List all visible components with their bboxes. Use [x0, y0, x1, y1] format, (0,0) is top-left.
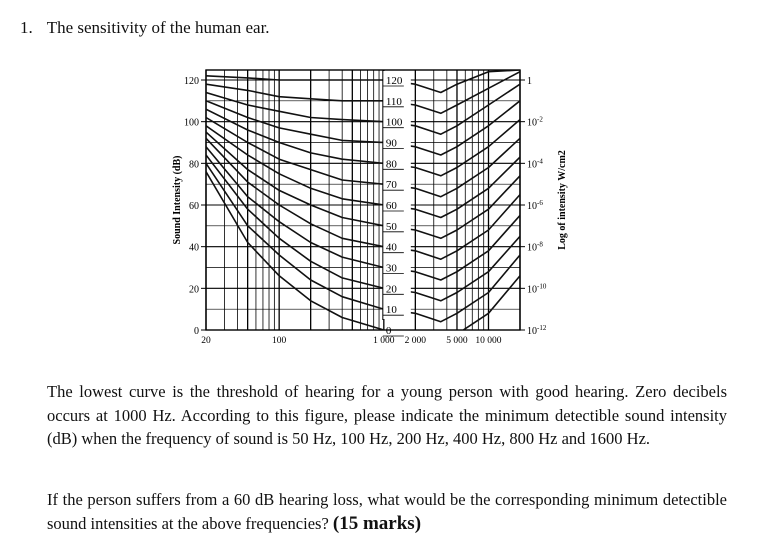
y-tick-label: 0: [194, 326, 199, 337]
curve-label-column: [383, 71, 411, 319]
paragraph-instructions: The lowest curve is the threshold of hearing for a young person with good hearing. Zero decibels occurs at 1000 Hz. According to this figure, please indicate the minimum detectible sound intensity (dB) when the frequency of sound is 50 Hz, 100 Hz, 200 Hz, 400 Hz, 800 Hz and 1600 Hz.: [47, 382, 727, 448]
curve-0-phon: [206, 172, 520, 339]
curve-label: 10: [385, 304, 397, 317]
y-right-tick-label: $10^{-12}$: [527, 324, 547, 337]
curve-label: 100: [385, 116, 403, 129]
x-tick-label: 20: [201, 336, 211, 346]
chart-curve-labels: [383, 70, 411, 337]
curve-60-phon: [206, 126, 520, 218]
curve-label: 0: [385, 325, 392, 337]
y-tick-label: 80: [189, 159, 199, 171]
curve-120-phon: [206, 70, 520, 93]
y-tick-label: 120: [184, 76, 199, 87]
y-right-tick-label: $10^{-8}$: [527, 240, 543, 254]
curve-label: 40: [385, 241, 397, 254]
y-tick-label: 20: [189, 284, 199, 296]
curve-label: 110: [385, 95, 402, 108]
y-right-tick-label: 1: [527, 76, 532, 87]
x-tick-label: 1 000: [373, 336, 395, 346]
x-tick-label: 5 000: [446, 336, 468, 346]
y-tick-label: 60: [189, 201, 199, 212]
curve-label: 90: [385, 137, 397, 150]
curve-90-phon: [206, 101, 520, 155]
curve-label: 60: [385, 200, 397, 212]
x-tick-label: 2 000: [404, 336, 427, 346]
curve-label: 50: [385, 220, 397, 233]
marks-label: (15 marks): [332, 512, 422, 534]
question-number: 1.: [20, 18, 33, 37]
question-header: [20, 18, 270, 38]
curve-label: 70: [385, 179, 397, 192]
question-title: The sensitivity of the human ear.: [46, 18, 270, 37]
loudness-chart: [160, 60, 580, 365]
y-right-tick-label: $10^{-10}$: [527, 282, 547, 296]
y-tick-label: 40: [189, 242, 199, 254]
paragraph-question: [47, 488, 727, 535]
question-text: If the person suffers from a 60 dB hearing loss, what would be the corresponding minimum detectible sound intensities at the above frequencies?: [47, 490, 727, 533]
y-tick-label: 100: [184, 117, 199, 129]
curve-label: 120: [385, 75, 403, 87]
curve-label: 80: [385, 158, 397, 171]
x-tick-label: 10 000: [475, 336, 502, 346]
y-right-tick-label: $10^{-6}$: [527, 199, 543, 212]
y-right-tick-label: $10^{-4}$: [527, 157, 543, 171]
y-axis-label: Sound Intensity (dB): [172, 155, 183, 245]
y-right-tick-label: $10^{-2}$: [527, 115, 543, 129]
y-right-axis-label: Log of intensity W/cm2: [557, 150, 568, 250]
curve-label: 30: [385, 262, 397, 275]
chart-curves: [206, 70, 520, 338]
x-tick-label: 100: [272, 336, 287, 346]
curve-label: 20: [385, 283, 397, 296]
